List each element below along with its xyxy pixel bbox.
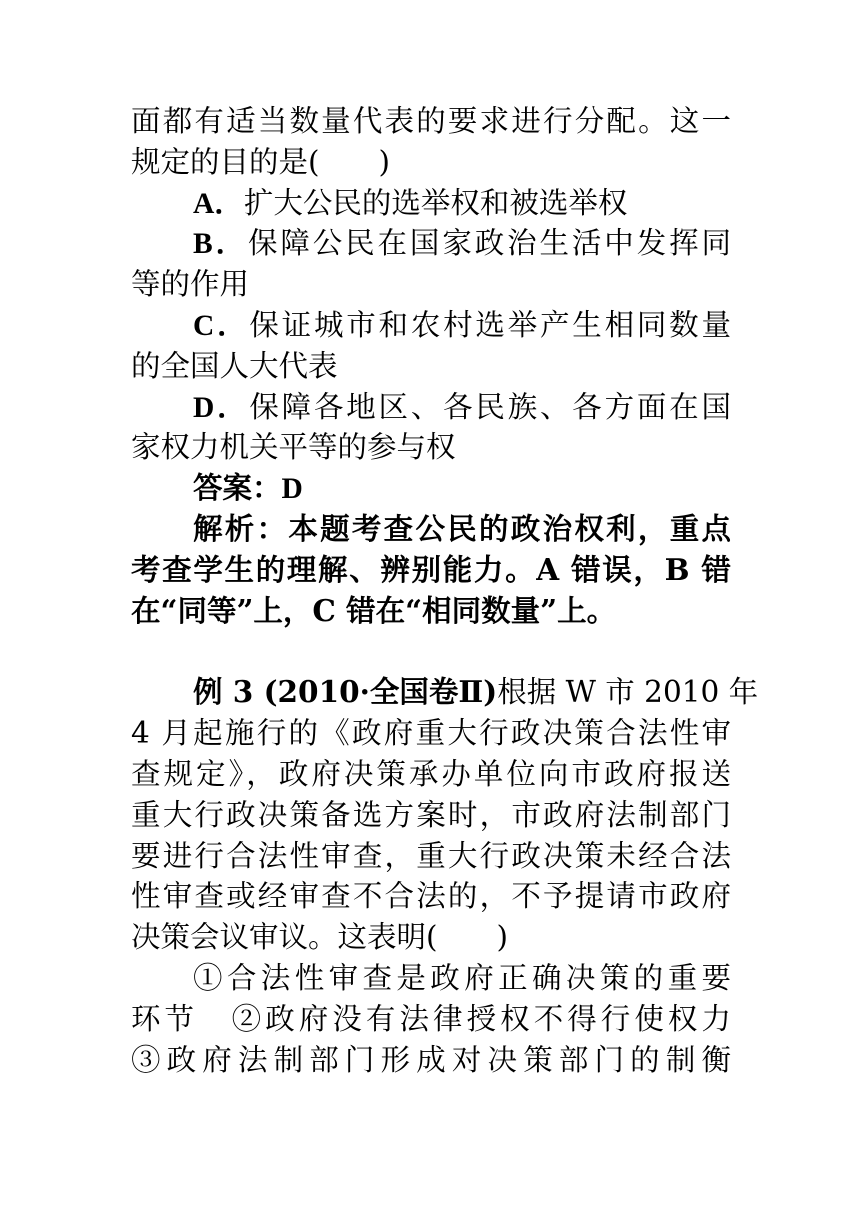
option-c-label: C．	[193, 309, 250, 342]
analysis-text-1: 本题考查公民的政治权利，重点	[288, 510, 731, 546]
example3-source: (2010·全国卷Ⅱ)	[263, 674, 498, 710]
option-b-text: 保障公民在国家政治生活中发挥同	[247, 226, 731, 261]
option-a-text: 扩大公民的选举权和被选举权	[243, 185, 628, 220]
answer-value: D	[281, 473, 303, 506]
question-stem-line-1: 面都有适当数量代表的要求进行分配。这一	[131, 104, 731, 138]
example3-stem-line-7: 决策会议审议。这表明( )	[131, 920, 509, 955]
analysis-line-3: 在“同等”上，C 错在“相同数量”上。	[131, 592, 617, 628]
question-stem-line-2: 规定的目的是( )	[131, 144, 391, 179]
analysis-label: 解析：	[193, 510, 289, 546]
document-page	[131, 101, 759, 1080]
example3-stem-line-6: 性审查或经审查不合法的，不予提请市政府	[131, 879, 731, 914]
answer-label: 答案：	[193, 470, 282, 506]
option-b-continuation: 等的作用	[131, 267, 250, 302]
example3-stem-line-4: 重大行政决策备选方案时，市政府法制部门	[131, 797, 731, 832]
analysis-line-2: 考查学生的理解、辨别能力。A 错误，B 错	[131, 551, 731, 587]
answer	[131, 468, 731, 509]
option-d	[131, 387, 731, 428]
option-d-label: D．	[193, 391, 250, 424]
option-c-text: 保证城市和农村选举产生相同数量	[249, 307, 731, 342]
option-a-label: A．	[193, 187, 244, 220]
statement-line-2: 环节 ②政府没有法律授权不得行使权力	[131, 1001, 731, 1036]
option-d-text: 保障各地区、各民族、各方面在国	[249, 389, 731, 424]
statement-line-3: ③政府法制部门形成对决策部门的制衡	[131, 1042, 731, 1077]
paragraph-gap	[131, 631, 731, 672]
option-c	[131, 305, 731, 346]
option-b-label: B．	[193, 228, 248, 261]
example3-stem-line-5: 要进行合法性审查，重大行政决策未经合法	[131, 838, 731, 873]
option-a	[131, 183, 731, 224]
statement-line-1: ①合法性审查是政府正确决策的重要	[193, 960, 731, 995]
example3-label: 例 3	[193, 674, 264, 710]
example3-stem-1: 根据 W 市 2010 年	[497, 675, 759, 710]
option-c-continuation: 的全国人大代表	[131, 348, 338, 383]
option-b	[131, 223, 731, 264]
option-d-continuation: 家权力机关平等的参与权	[131, 430, 456, 465]
analysis-line-1	[131, 509, 731, 550]
example3-first-line	[131, 672, 759, 713]
example3-stem-line-2: 4 月起施行的《政府重大行政决策合法性审	[131, 716, 731, 751]
example3-stem-line-3: 查规定》，政府决策承办单位向市政府报送	[131, 756, 731, 791]
